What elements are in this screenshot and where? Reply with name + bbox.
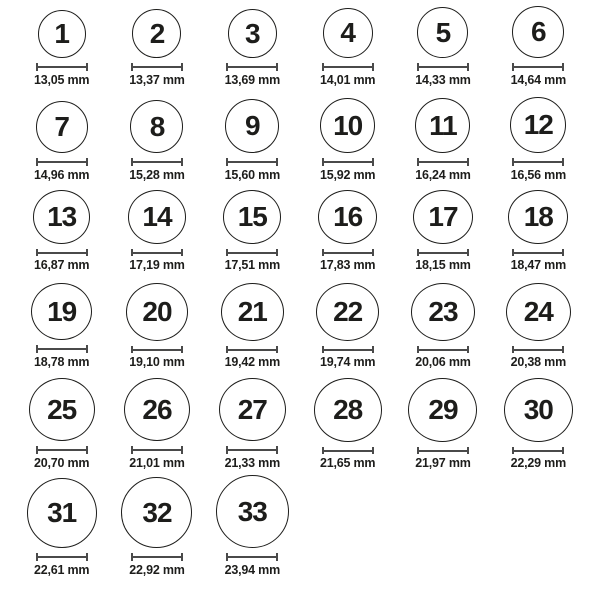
ring-size-cell [14, 0, 109, 88]
ring-size-number: 23 [428, 295, 458, 327]
diameter-label: 20,70 mm [33, 456, 90, 470]
diameter-ruler [36, 249, 88, 256]
diameter-label: 14,96 mm [33, 168, 90, 182]
ring-size-number: 11 [429, 109, 457, 141]
ring-size-cell [109, 95, 204, 183]
chart-row-3 [0, 190, 600, 283]
diameter-ruler [322, 158, 374, 166]
ring-size-cell [395, 95, 490, 183]
diameter-ruler [226, 249, 278, 256]
ring-size-cell [109, 475, 204, 578]
ring-circle [130, 100, 183, 153]
diameter-label: 22,29 mm [510, 456, 566, 470]
ring-circle [314, 378, 382, 442]
diameter-ruler [36, 345, 88, 353]
diameter-label: 13,05 mm [33, 73, 90, 87]
diameter-label: 18,47 mm [510, 258, 566, 272]
diameter-ruler [322, 447, 374, 454]
ring-size-cell [300, 95, 395, 183]
ring-circle [128, 190, 186, 244]
ring-size-number: 1 [54, 18, 69, 49]
ring-size-number: 25 [47, 393, 77, 425]
diameter-ruler [131, 346, 183, 353]
diameter-label: 19,42 mm [224, 355, 281, 369]
diameter-label: 15,60 mm [224, 168, 281, 182]
ring-circle [219, 378, 286, 441]
ring-circle [38, 10, 86, 58]
ring-size-number: 8 [149, 110, 165, 142]
diameter-ruler [417, 346, 469, 353]
ring-size-cell [395, 283, 490, 370]
ring-circle [510, 97, 566, 153]
ring-size-number: 24 [523, 295, 553, 327]
ring-size-number: 33 [237, 495, 267, 527]
ring-size-number: 28 [333, 393, 363, 425]
ring-size-number: 18 [523, 200, 553, 232]
ring-circle [216, 475, 289, 548]
chart-row-4 [0, 283, 600, 378]
ring-size-number: 22 [333, 295, 363, 327]
chart-row-6 [0, 475, 600, 600]
ring-size-number: 6 [531, 16, 546, 47]
diameter-ruler [36, 63, 88, 71]
ring-circle [121, 477, 192, 548]
ring-circle [512, 6, 564, 58]
diameter-ruler [36, 446, 88, 454]
ring-size-cell [395, 0, 490, 88]
ring-size-cell [300, 378, 395, 471]
ring-circle [126, 283, 188, 341]
diameter-ruler [512, 63, 564, 71]
diameter-label: 16,87 mm [33, 258, 90, 272]
ring-size-number: 12 [523, 109, 553, 140]
diameter-ruler [131, 446, 183, 454]
ring-size-number: 29 [428, 393, 458, 425]
ring-size-cell [205, 190, 300, 273]
ring-size-cell [205, 95, 300, 183]
diameter-label: 22,61 mm [33, 563, 90, 577]
diameter-ruler [512, 447, 564, 454]
ring-size-number: 17 [428, 200, 458, 232]
ring-size-cell [300, 0, 395, 88]
diameter-label: 16,24 mm [415, 168, 471, 182]
ring-size-number: 3 [245, 17, 260, 49]
ring-circle [323, 8, 373, 58]
chart-row-2 [0, 95, 600, 190]
diameter-label: 17,83 mm [319, 258, 376, 272]
diameter-label: 21,01 mm [129, 456, 185, 470]
ring-size-cell [205, 0, 300, 88]
ring-size-cell [300, 283, 395, 370]
ring-size-cell [491, 0, 586, 88]
diameter-ruler [322, 346, 374, 353]
ring-size-cell [205, 283, 300, 370]
ring-size-number: 21 [237, 295, 267, 327]
diameter-ruler [417, 249, 469, 256]
diameter-ruler [417, 447, 469, 454]
ring-size-number: 20 [142, 295, 172, 327]
diameter-ruler [226, 446, 278, 454]
ring-size-number: 16 [333, 200, 363, 232]
diameter-label: 21,97 mm [415, 456, 471, 470]
diameter-ruler [512, 249, 564, 256]
ring-circle [29, 378, 95, 441]
diameter-ruler [417, 63, 469, 71]
diameter-ruler [226, 158, 278, 166]
diameter-ruler [226, 553, 278, 561]
ring-size-cell [491, 283, 586, 370]
diameter-label: 17,51 mm [224, 258, 281, 272]
diameter-label: 19,74 mm [319, 355, 376, 369]
ring-size-number: 13 [47, 200, 77, 232]
ring-circle [124, 378, 190, 441]
ring-size-cell [14, 190, 109, 273]
ring-circle [228, 9, 277, 58]
diameter-ruler [131, 63, 183, 71]
diameter-ruler [322, 63, 374, 71]
diameter-label: 21,33 mm [224, 456, 281, 470]
ring-circle [132, 9, 181, 58]
diameter-ruler [226, 63, 278, 71]
ring-size-number: 31 [47, 497, 77, 528]
ring-circle [221, 283, 284, 341]
diameter-label: 20,38 mm [510, 355, 566, 369]
ring-size-number: 10 [333, 109, 363, 141]
diameter-label: 18,15 mm [415, 258, 471, 272]
diameter-label: 14,01 mm [319, 73, 376, 87]
ring-circle [318, 190, 377, 244]
ring-size-number: 5 [435, 16, 451, 48]
diameter-ruler [417, 158, 469, 166]
diameter-ruler [512, 346, 564, 353]
ring-circle [415, 98, 470, 153]
ring-circle [504, 378, 573, 442]
ring-size-cell [109, 190, 204, 273]
diameter-ruler [226, 346, 278, 353]
ring-size-cell [395, 190, 490, 273]
ring-size-number: 9 [245, 110, 260, 141]
diameter-label: 13,69 mm [224, 73, 281, 87]
diameter-label: 13,37 mm [129, 73, 185, 87]
diameter-ruler [131, 158, 183, 166]
ring-circle [225, 99, 279, 153]
ring-size-number: 32 [142, 496, 172, 528]
ring-circle [320, 98, 375, 153]
ring-size-number: 7 [54, 111, 69, 142]
chart-row-1 [0, 0, 600, 95]
chart-row-5 [0, 378, 600, 475]
ring-circle [408, 378, 477, 442]
diameter-label: 15,28 mm [129, 168, 185, 182]
diameter-label: 15,92 mm [319, 168, 376, 182]
diameter-label: 20,06 mm [415, 355, 471, 369]
ring-size-cell [109, 283, 204, 370]
ring-size-number: 4 [340, 17, 355, 48]
ring-size-cell [491, 378, 586, 471]
ring-size-cell [14, 283, 109, 370]
ring-size-number: 2 [149, 17, 165, 49]
diameter-ruler [322, 249, 374, 256]
ring-circle [36, 101, 88, 153]
ring-circle [506, 283, 571, 341]
diameter-ruler [36, 553, 88, 561]
ring-size-cell [14, 95, 109, 183]
ring-size-number: 14 [142, 200, 172, 232]
diameter-ruler [131, 249, 183, 256]
diameter-label: 17,19 mm [129, 258, 185, 272]
diameter-label: 16,56 mm [510, 168, 566, 182]
ring-size-cell [109, 378, 204, 471]
ring-size-number: 15 [237, 200, 267, 232]
ring-size-number: 30 [523, 393, 553, 425]
ring-size-cell [395, 378, 490, 471]
ring-size-number: 27 [237, 393, 267, 425]
ring-size-cell [300, 190, 395, 273]
ring-circle [27, 478, 97, 548]
ring-circle [417, 7, 468, 58]
diameter-label: 22,92 mm [129, 563, 185, 577]
ring-size-cell [491, 190, 586, 273]
ring-size-number: 19 [47, 295, 77, 327]
ring-size-cell [109, 0, 204, 88]
ring-circle [508, 190, 568, 244]
ring-size-cell [205, 475, 300, 578]
diameter-label: 19,10 mm [129, 355, 185, 369]
diameter-ruler [512, 158, 564, 166]
ring-circle [413, 190, 473, 244]
diameter-label: 14,33 mm [415, 73, 471, 87]
ring-circle [316, 283, 379, 341]
ring-size-cell [14, 378, 109, 471]
ring-circle [31, 283, 92, 340]
ring-size-cell [14, 475, 109, 578]
diameter-ruler [36, 158, 88, 166]
diameter-ruler [131, 553, 183, 561]
diameter-label: 18,78 mm [33, 355, 90, 369]
ring-size-cell [491, 95, 586, 183]
ring-size-cell [205, 378, 300, 471]
diameter-label: 21,65 mm [319, 456, 376, 470]
ring-circle [33, 190, 90, 244]
ring-circle [223, 190, 281, 244]
diameter-label: 23,94 mm [224, 563, 281, 577]
ring-circle [411, 283, 475, 341]
ring-size-number: 26 [142, 393, 172, 425]
diameter-label: 14,64 mm [510, 73, 566, 87]
